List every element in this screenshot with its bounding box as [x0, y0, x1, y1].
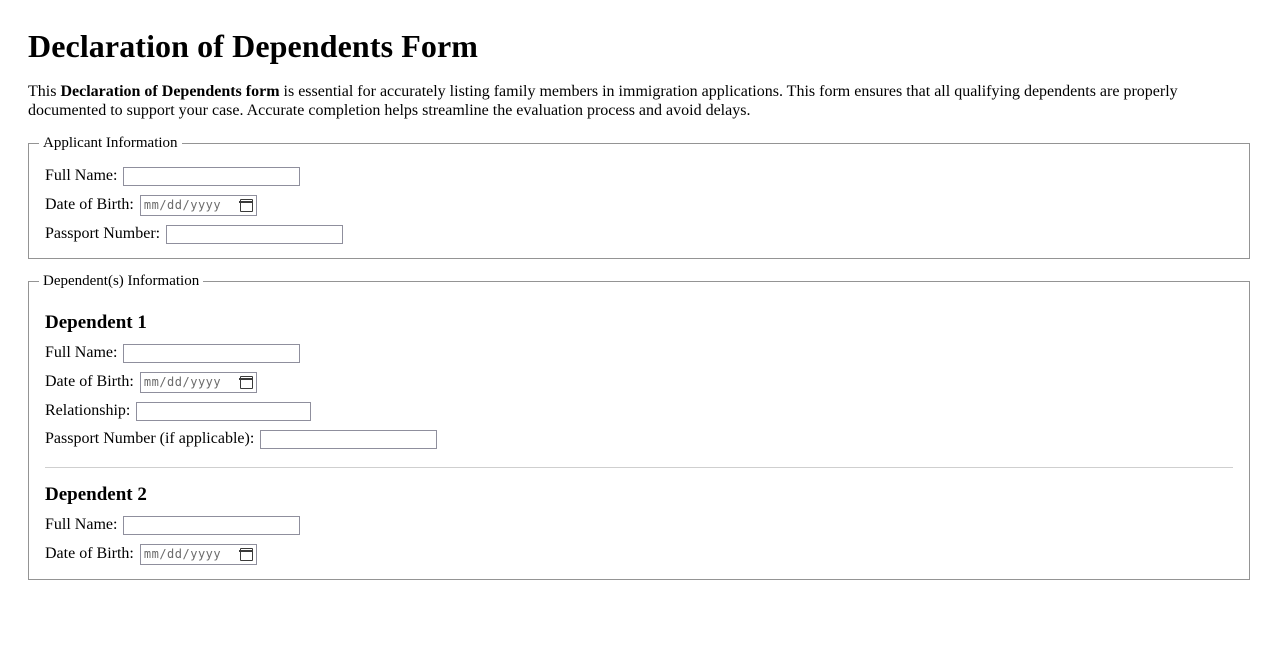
dependent-1-full-name-row	[45, 344, 1239, 363]
page-title: Declaration of Dependents Form	[28, 28, 479, 64]
applicant-passport-label: Passport Number:	[45, 225, 161, 243]
calendar-icon[interactable]	[240, 199, 253, 212]
dependent-2-full-name-input[interactable]	[123, 516, 300, 535]
dependent-1-passport-row	[45, 430, 1239, 449]
dependent-2-block	[39, 484, 1239, 565]
applicant-information-section	[28, 135, 1250, 259]
applicant-full-name-row	[45, 167, 1239, 186]
dependent-1-passport-label: Passport Number (if applicable):	[45, 430, 255, 448]
dependent-1-relationship-label: Relationship:	[45, 402, 131, 420]
dependents-information-legend: Dependent(s) Information	[43, 272, 200, 289]
dependent-2-full-name-label: Full Name:	[45, 516, 118, 534]
dependent-1-dob-label: Date of Birth:	[45, 373, 134, 391]
dependent-2-full-name-row	[45, 516, 1239, 535]
intro-rest: is essential for accurately listing family members in immigration applications. This form ensures that all qualifying dependents are properly documented to support your case. Accurate completion helps streamline the evaluation process and avoid delays.	[28, 83, 1178, 119]
dependent-1-full-name-label: Full Name:	[45, 344, 118, 362]
intro-bold-term: Declaration of Dependents form	[60, 83, 280, 100]
applicant-passport-row	[45, 225, 1239, 244]
applicant-dob-label: Date of Birth:	[45, 196, 134, 214]
dependent-1-full-name-input[interactable]	[123, 344, 300, 363]
calendar-icon[interactable]	[240, 548, 253, 561]
applicant-dob-value: mm/dd/yyyy	[143, 198, 222, 213]
dependent-1-block	[39, 312, 1239, 449]
intro-prefix: This	[28, 83, 61, 100]
dependent-1-passport-input[interactable]	[260, 430, 437, 449]
dependent-1-relationship-input[interactable]	[136, 402, 311, 421]
dependent-1-dob-input[interactable]	[140, 372, 257, 393]
dependent-1-relationship-row	[45, 402, 1239, 421]
dependent-2-heading: Dependent 2	[45, 483, 147, 505]
dependent-2-dob-label: Date of Birth:	[45, 545, 134, 563]
applicant-dob-input[interactable]	[140, 195, 257, 216]
dependent-1-dob-row	[45, 372, 1239, 393]
dependent-2-dob-row	[45, 544, 1239, 565]
dependent-1-heading: Dependent 1	[45, 311, 147, 333]
dependents-information-section	[28, 273, 1250, 580]
calendar-icon[interactable]	[240, 376, 253, 389]
dependent-2-dob-value: mm/dd/yyyy	[143, 547, 222, 562]
applicant-dob-row	[45, 195, 1239, 216]
dependent-2-dob-input[interactable]	[140, 544, 257, 565]
dependent-1-dob-value: mm/dd/yyyy	[143, 375, 222, 390]
applicant-full-name-label: Full Name:	[45, 167, 118, 185]
intro-paragraph	[28, 83, 1208, 121]
applicant-full-name-input[interactable]	[123, 167, 300, 186]
dependent-divider	[45, 467, 1233, 468]
applicant-passport-input[interactable]	[166, 225, 343, 244]
applicant-information-legend: Applicant Information	[43, 134, 178, 151]
